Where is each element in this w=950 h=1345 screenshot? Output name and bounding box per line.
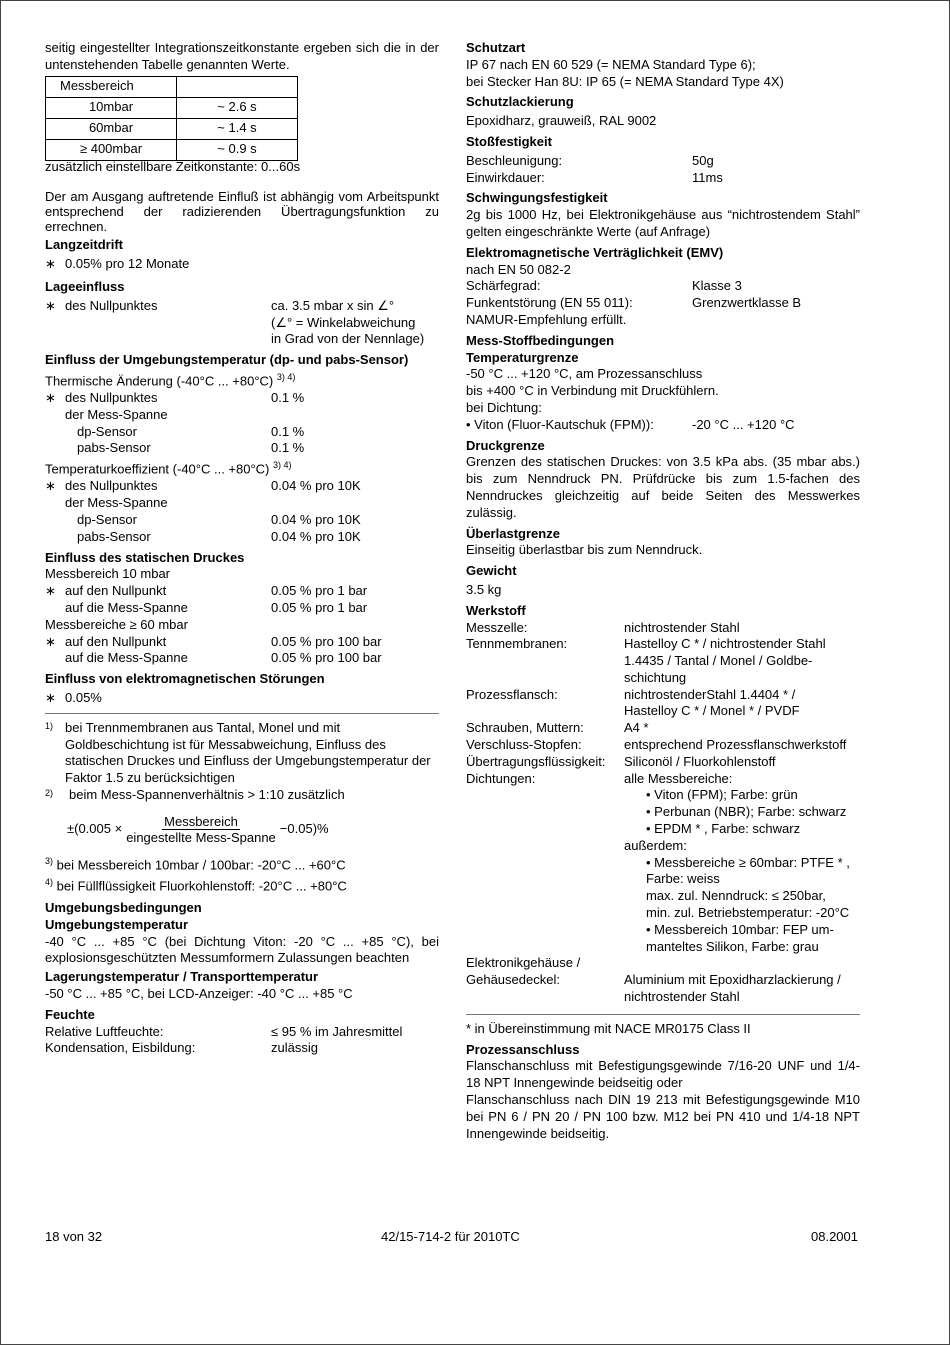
gewicht-heading: Gewicht (466, 563, 517, 579)
table-row (46, 76, 298, 97)
temperaturgrenze-heading: Temperaturgrenze (466, 349, 579, 365)
footnote-3: $^{3)}$ bei Messbereich 10mbar / 100bar: -20°C ... +60°C (45, 855, 346, 873)
table-row: ≥ 400mbar ~ 0.9 s (46, 139, 298, 160)
footnote-4: $^{4)}$ bei Füllflüssigkeit Fluorkohlenstoff: -20°C ... +80°C (45, 876, 347, 894)
right-column: Schutzart IP 67 nach EN 60 529 (= NEMA Standard Type 6); bei Stecker Han 8U: IP 65 (= NEMA Standard Type 4X) Schutzlackierung Epoxidharz, grauweiß, RAL 9002 Stoßfestigkeit Beschleunigung: 50g Einwirkdauer: 11ms Schwingungsfestigkeit 2g bis 1000 Hz, bei Elektronikgehäuse aus “nichtrostendem Stahl” gelten eingeschränkte Werte (auf Anfrage) Elektromagnetische Verträglichkeit (EMV) nach EN 50 082-2 Schärfegrad: Klasse 3 Funkentstörung (EN 55 011): Grenzwertklasse B NAMUR-Empfehlung erfüllt. Mess-Stoffbedingungen Temperaturgrenze -50 °C ... +120 °C, am Prozessanschluss bis +400 °C in Verbindung mit Druckfühlern. bei Dichtung: • Viton (Fluor-Kautschuk (FPM)): -20 °C ... +120 °C Druckgrenze Grenzen des statischen Druckes: von 3.5 kPa abs. (35 mbar abs.) bis zum Nenndruck PN. Prüfdrücke bis zum 1.5-fachen des Nenndruckes gleichzeitig auf beide Seiten des Messwerkes zulässig. Überlastgrenze Einseitig überlastbar bis zum Nenndruck. Gewicht 3.5 kg Werkstoff Messzelle: nichtrostender Stahl Tennmembranen: Hastelloy C * / nichtrostender Stahl 1.4435 / Tantal / Monel / Goldbe- schichtung Prozessflansch: nichtrostenderStahl 1.4404 * / Hastelloy C * / Monel * / PVDF Schrauben, Muttern: A4 * Verschluss-Stopfen: entsprechend Prozessflanschwerkstoff Übertragungsflüssigkeit: Siliconöl / Fluorkohlenstoff Dichtungen: alle Messbereiche: • Viton (FPM); Farbe: grün • Perbunan (NBR); Farbe: schwarz • EPDM * , Farbe: schwarz außerdem: • Messbereiche ≥ 60mbar: PTFE * , Farbe: weiss max. zul. Nenndruck: ≤ 250bar, min. zul. Betriebstemperatur: -20°C • Messbereich 10mbar: FEP um- manteltes Silikon, Farbe: grau Elektronikgehäuse / Gehäusedeckel: Aluminium mit Epoxidharzlackierung / nichtrostender Stahl * in Übereinstimmung mit NACE MR0175 Class II Prozessanschluss Flanschanschluss mit Befestigungsgewinde 7/16-20 UNF und 1/4-18 NPT Innengewinde beidseitig oder Flanschanschluss nach DIN 19 213 mit Befestigungsgewinde M10 bei PN 6 / PN 20 / PN 100 bzw. M12 bei PN 410 und 1/4-18 NPT Innengewinde beidseitig. (466, 40, 860, 1141)
werkstoff-heading: Werkstoff (466, 602, 526, 618)
lage-heading: Lageeinfluss (45, 278, 125, 294)
bullet-icon: ∗ (45, 256, 56, 272)
umgebungsbedingungen-heading: Umgebungsbedingungen (45, 900, 202, 915)
ueberlast-heading: Überlastgrenze (466, 525, 560, 541)
footer-date: 08.2001 (811, 1229, 858, 1244)
druckgrenze-heading: Druckgrenze (466, 437, 545, 453)
emv-stoerung-heading: Einfluss von elektromagnetischen Störungen (45, 671, 325, 687)
footer-doc: 42/15-714-2 für 2010TC (381, 1229, 520, 1244)
divider (466, 1014, 860, 1015)
table-row: 10mbar ~ 2.6 s (46, 97, 298, 118)
langzeit-heading: Langzeitdrift (45, 237, 123, 253)
bullet-icon: ∗ (45, 583, 56, 599)
extra-time-constant: zusätzlich einstellbare Zeitkonstante: 0...60s (45, 158, 301, 174)
table-row: 60mbar ~ 1.4 s (46, 118, 298, 139)
left-column: seitig eingestellter Integrationszeitkonstante ergeben sich die in der untenstehenden Tabelle genannten Werte. Messbereich 10mbar ~ 2.6 s 60mbar ~ 1.4 s ≥ 400mbar ~ 0.9 s zusätzlich einstellbare Zeitkonstante: 0...60s Der am Ausgang auftretende Einfluß ist abhängig vom Arbeitspunkt entsprechend der radizierenden Übertragungsfunktion zu errechnen. Langzeitdrift ∗ 0.05% pro 12 Monate Lageeinfluss ∗ des Nullpunktes ca. 3.5 mbar x sin ∠° (∠° = Winkelabweichung in Grad von der Nennlage) Einfluss der Umgebungstemperatur (dp- und pabs-Sensor) Thermische Änderung (-40°C ... +80°C) $^{3) 4)}$ ∗ des Nullpunktes 0.1 % der Mess-Spanne dp-Sensor 0.1 % pabs-Sensor 0.1 % Temperaturkoeffizient (-40°C ... +80°C) $^{3) 4)}$ ∗ des Nullpunktes 0.04 % pro 10K der Mess-Spanne dp-Sensor 0.04 % pro 10K pabs-Sensor 0.04 % pro 10K Einfluss des statischen Druckes Messbereich 10 mbar ∗ auf den Nullpunkt 0.05 % pro 1 bar auf die Mess-Spanne 0.05 % pro 1 bar Messbereiche ≥ 60 mbar ∗ auf den Nullpunkt 0.05 % pro 100 bar auf die Mess-Spanne 0.05 % pro 100 bar Einfluss von elektromagnetischen Störungen ∗ 0.05% 1) bei Trennmembranen aus Tantal, Monel und mit Goldbeschichtung ist für Messabweichung, Einfluss des statischen Druckes und Einfluss der Umgebungstemperatur der Faktor 1.5 zu berücksichtigen 2) beim Mess-Spannenverhältnis > 1:10 zusätzlich ±(0.005 × $\frac{\text{Messbereich}}{\text{eingestellte Mess-Spanne}}$ −0.05)% $^{3)}$ bei Messbereich 10mbar / 100bar: -20°C ... +60°C $^{4)}$ bei Füllflüssigkeit Fluorkohlenstoff: -20°C ... +80°C Umgebungsbedingungen Umgebungstemperatur -40 °C ... +85 °C (bei Dichtung Viton: -20 °C ... +85 °C), bei explosionsgeschützten Messumformern Zulassungen beachten Lagerungstemperatur / Transporttemperatur -50 °C ... +85 °C, bei LCD-Anzeiger: -40 °C ... +85 °C Feuchte Relative Luftfeuchte: ≤ 95 % im Jahresmittel Kondensation, Eisbildung: zulässig (45, 40, 439, 1056)
bullet-icon: ∗ (45, 478, 56, 494)
bullet-icon: ∗ (45, 633, 56, 649)
bullet-icon: ∗ (45, 297, 56, 313)
einfluss-paragraph: Der am Ausgang auftretende Einfluß ist abhängig vom Arbeitspunkt entsprechend der radizierenden Übertragungsfunktion zu errechnen. (45, 189, 439, 235)
emv-heading: Elektromagnetische Verträglichkeit (EMV) (466, 244, 724, 260)
lack-heading: Schutzlackierung (466, 94, 574, 110)
table-header: Messbereich (46, 76, 177, 97)
feuchte-heading: Feuchte (45, 1006, 95, 1022)
statisch-heading: Einfluss des statischen Druckes (45, 549, 245, 565)
stoss-heading: Stoßfestigkeit (466, 133, 552, 149)
umgebungstemp-heading: Einfluss der Umgebungstemperatur (dp- und pabs-Sensor) (45, 352, 409, 368)
prozessanschluss-heading: Prozessanschluss (466, 1041, 580, 1057)
umgebungstemperatur-heading: Umgebungstemperatur (45, 916, 189, 932)
nace-note: * in Übereinstimmung mit NACE MR0175 Class II (466, 1020, 751, 1036)
response-time-table (45, 76, 298, 161)
divider (45, 713, 439, 714)
messstoff-heading: Mess-Stoffbedingungen (466, 332, 615, 348)
formula: ±(0.005 × $\frac{\text{Messbereich}}{\text{eingestellte Mess-Spanne}}$ −0.05)% (67, 813, 329, 845)
lagerung-heading: Lagerungstemperatur / Transporttemperatur (45, 969, 319, 985)
footnote-2: 2) beim Mess-Spannenverhältnis > 1:10 zusätzlich (45, 786, 345, 802)
intro-text: seitig eingestellter Integrationszeitkonstante ergeben sich die in der untenstehenden Tabelle genannten Werte. (45, 40, 439, 72)
schwing-heading: Schwingungsfestigkeit (466, 190, 608, 206)
footer-page: 18 von 32 (45, 1229, 103, 1244)
schutzart-heading: Schutzart (466, 40, 526, 55)
bullet-icon: ∗ (45, 689, 56, 705)
bullet-icon: ∗ (45, 390, 56, 406)
footnote-1: 1) bei Trennmembranen aus Tantal, Monel und mit Goldbeschichtung ist für Messabweichung, Einfluss des statischen Druckes und Einfluss der Umgebungstemperatur der Faktor 1.5 zu berücksichtigen (45, 719, 431, 786)
